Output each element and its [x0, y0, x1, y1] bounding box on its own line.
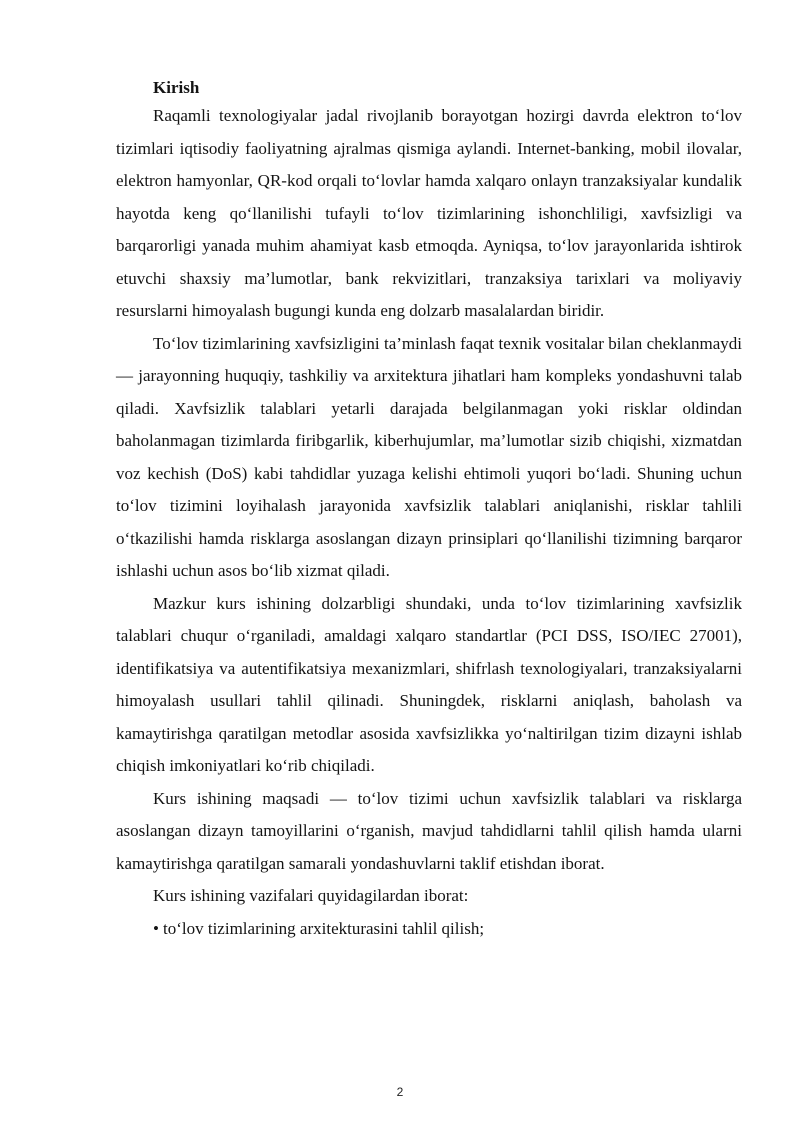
paragraph-security-approach: To‘lov tizimlarining xavfsizligini ta’minlash faqat texnik vositalar bilan cheklanmaydi — jarayonning huquqiy, tashkiliy va arxitektura jihatlari ham kompleks yondashuvni talab qiladi. Xavfsizlik talablari yetarli darajada belgilanmagan yoki risklar oldindan baholanmagan tizimlarda firibgarlik, kiberhujumlar, ma’lumotlar sizib chiqishi, xizmatdan voz kechish (DoS) kabi tahdidlar yuzaga kelishi ehtimoli yuqori bo‘ladi. Shuning uchun to‘lov tizimini loyihalash jarayonida xavfsizlik talablari aniqlanishi, risklar tahlili o‘tkazilishi hamda risklarga asoslangan dizayn prinsiplari qo‘llanilishi tizimning barqaror ishlashi uchun asos bo‘lib xizmat qiladi.: [116, 333, 742, 580]
page-number: 2: [396, 1085, 404, 1099]
paragraph-intro: Raqamli texnologiyalar jadal rivojlanib borayotgan hozirgi davrda elektron to‘lov tizimlari iqtisodiy faoliyatning ajralmas qismiga aylandi. Internet-banking, mobil ilovalar, elektron hamyonlar, QR-kod orqali to‘lovlar hamda xalqaro onlayn tranzaksiyalar kundalik hayotda keng qo‘llanilishi tufayli to‘lov tizimlarining ishonchliligi, xavfsizligi va barqarorligi yanada muhim ahamiyat kasb etmoqda. Ayniqsa, to‘lov jarayonlarida ishtirok etuvchi shaxsiy ma’lumotlar, bank rekvizitlari, tranzaksiya tarixlari va moliyaviy resurslarni himoyalash bugungi kunda eng dolzarb masalalardan biridir.: [116, 106, 742, 320]
paragraph-goal: Kurs ishining maqsadi — to‘lov tizimi uchun xavfsizlik talablari va risklarga asoslangan dizayn tamoyillarini o‘rganish, mavjud tahdidlarni tahlil qilish hamda ularni kamaytirishga qaratilgan samarali yondashuvlarni taklif etishdan iborat.: [116, 788, 742, 873]
list-item: [116, 913, 742, 946]
paragraph-tasks-intro: Kurs ishining vazifalari quyidagilardan iborat:: [153, 886, 469, 905]
paragraph-relevance: Mazkur kurs ishining dolzarbligi shundaki, unda to‘lov tizimlarining xavfsizlik talablari chuqur o‘rganiladi, amaldagi xalqaro standartlar (PCI DSS, ISO/IEC 27001), identifikatsiya va autentifikatsiya mexanizmlari, shifrlash texnologiyalari, tranzaksiyalarni himoyalash usullari tahlil qilinadi. Shuningdek, risklarni aniqlash, baholash va kamaytirishga qaratilgan metodlar asosida xavfsizlikka yo‘naltirilgan tizim dizayni ishlab chiqish imkoniyatlari ko‘rib chiqiladi.: [116, 593, 742, 775]
list-item-text: to‘lov tizimlarining arxitekturasini tahlil qilish;: [163, 918, 485, 938]
document-body: [116, 75, 742, 945]
bullet-icon: •: [153, 918, 159, 938]
section-heading: Kirish: [153, 78, 200, 97]
